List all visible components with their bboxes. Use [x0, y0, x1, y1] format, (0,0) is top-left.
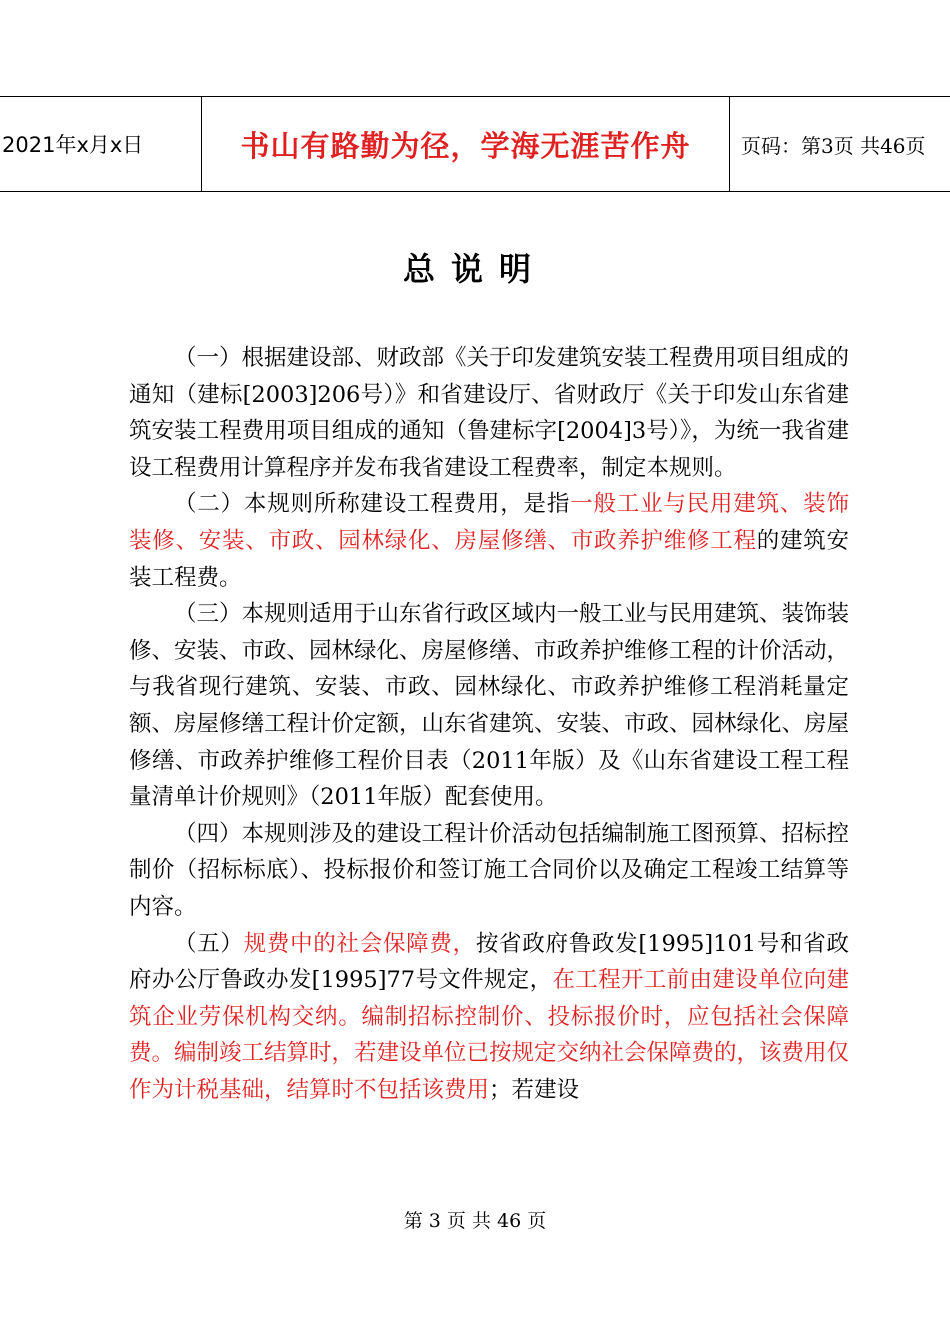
highlighted-text: 一般工业与民用建筑、装饰装修、安装、市政、园林绿化、房屋修缮、市政养护维修工程: [129, 491, 849, 554]
paragraph-text: （四）本规则涉及的建设工程计价活动包括编制施工图预算、招标控制价（招标标底）、投标报价和签订施工合同价以及确定工程竣工结算等内容。: [129, 820, 850, 920]
paragraph-text: 按省政府鲁政发[1995]101号和省政府办公厅鲁政办发[1995]77号文件规定，: [129, 930, 849, 994]
page-header: [0, 96, 950, 192]
header-date: 2021年x月x日: [2, 133, 144, 157]
paragraph-text: ；若建设: [489, 1076, 580, 1103]
highlighted-text: 在工程开工前由建设单位向建筑企业劳保机构交纳。编制招标控制价、投标报价时，应包括社会保障费。编制竣工结算时，若建设单位已按规定交纳社会保障费的，该费用仅作为计税基础，结算时不包括该费用: [129, 967, 850, 1103]
paragraph: [129, 596, 849, 816]
header-page-number: 页码：第3页 共46页: [741, 133, 926, 158]
paragraph: [129, 926, 849, 1109]
paragraph: [129, 816, 849, 926]
page-footer: 第 3 页 共 46 页: [403, 1210, 547, 1232]
paragraph: [129, 340, 849, 486]
paragraph-text: （三）本规则适用于山东省行政区域内一般工业与民用建筑、装饰装修、安装、市政、园林绿化、房屋修缮、市政养护维修工程的计价活动，与我省现行建筑、安装、市政、园林绿化、市政养护维修工程消耗量定额、房屋修缮工程计价定额，山东省建筑、安装、市政、园林绿化、房屋修缮、市政养护维修工程价目表（2011年版）及《山东省建设工程工程量清单计价规则》（2011年版）配套使用。: [129, 601, 850, 811]
paragraph-text: 的建筑安装工程费。: [129, 527, 849, 591]
document-body: [129, 340, 849, 1108]
paragraph-text: （五）: [174, 930, 244, 957]
paragraph-text: （一）根据建设部、财政部《关于印发建筑安装工程费用项目组成的通知（建标[2003]206号）》和省建设厅、省财政厅《关于印发山东省建筑安装工程费用项目组成的通知（鲁建标字[2004]3号）》，为统一我省建设工程费用计算程序并发布我省建设工程费率，制定本规则。: [129, 345, 850, 481]
document-title: 总说明: [402, 250, 547, 288]
paragraph: [129, 486, 849, 596]
highlighted-text: 规费中的社会保障费，: [243, 930, 476, 957]
paragraph-text: （二）本规则所称建设工程费用，是指: [174, 491, 571, 518]
header-motto: 书山有路勤为径，学海无涯苦作舟: [201, 97, 730, 191]
